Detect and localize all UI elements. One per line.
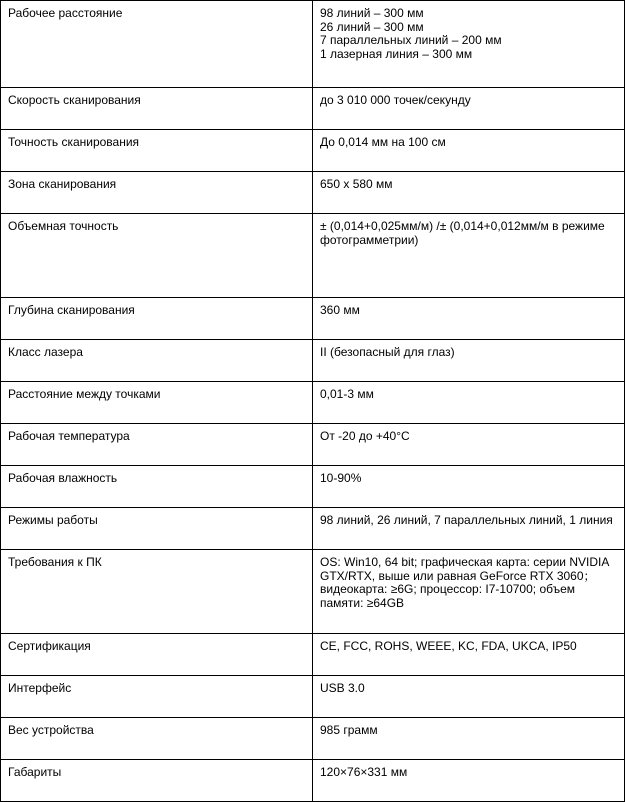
spec-label: Рабочая влажность bbox=[1, 466, 313, 508]
spec-value: 10-90% bbox=[313, 466, 625, 508]
table-row bbox=[1, 676, 625, 718]
spec-label: Зона сканирования bbox=[1, 172, 313, 214]
table-row bbox=[1, 508, 625, 550]
table-row bbox=[1, 172, 625, 214]
spec-label: Класс лазера bbox=[1, 340, 313, 382]
table-row bbox=[1, 424, 625, 466]
spec-value: От -20 до +40°C bbox=[313, 424, 625, 466]
table-row bbox=[1, 466, 625, 508]
spec-value: До 0,014 мм на 100 см bbox=[313, 130, 625, 172]
spec-value: 360 мм bbox=[313, 298, 625, 340]
spec-label: Скорость сканирования bbox=[1, 88, 313, 130]
table-row bbox=[1, 298, 625, 340]
spec-label: Режимы работы bbox=[1, 508, 313, 550]
spec-label: Габариты bbox=[1, 760, 313, 802]
table-row bbox=[1, 718, 625, 760]
spec-value: CE, FCC, ROHS, WEEE, KC, FDA, UKCA, IP50 bbox=[313, 634, 625, 676]
spec-value: OS: Win10, 64 bit; графическая карта: серии NVIDIA GTX/RTX, выше или равная GeForce RTX 3060；видеокарта: ≥6G; процессор: I7-10700; объем памяти: ≥64GB bbox=[313, 550, 625, 634]
spec-label: Рабочая температура bbox=[1, 424, 313, 466]
spec-value: до 3 010 000 точек/секунду bbox=[313, 88, 625, 130]
spec-value: II (безопасный для глаз) bbox=[313, 340, 625, 382]
table-row bbox=[1, 340, 625, 382]
table-row bbox=[1, 382, 625, 424]
table-row bbox=[1, 634, 625, 676]
spec-label: Расстояние между точками bbox=[1, 382, 313, 424]
spec-value: 98 линий, 26 линий, 7 параллельных линий, 1 линия bbox=[313, 508, 625, 550]
spec-label: Сертификация bbox=[1, 634, 313, 676]
spec-value: 98 линий – 300 мм 26 линий – 300 мм 7 параллельных линий – 200 мм 1 лазерная линия – 300 мм bbox=[313, 1, 625, 88]
table-row bbox=[1, 1, 625, 88]
table-row bbox=[1, 760, 625, 802]
spec-label: Рабочее расстояние bbox=[1, 1, 313, 88]
spec-value: 0,01-3 мм bbox=[313, 382, 625, 424]
spec-label: Глубина сканирования bbox=[1, 298, 313, 340]
spec-value: 120×76×331 мм bbox=[313, 760, 625, 802]
spec-label: Точность сканирования bbox=[1, 130, 313, 172]
spec-label: Интерфейс bbox=[1, 676, 313, 718]
spec-value: USB 3.0 bbox=[313, 676, 625, 718]
spec-label: Объемная точность bbox=[1, 214, 313, 298]
spec-value: 650 х 580 мм bbox=[313, 172, 625, 214]
spec-label: Вес устройства bbox=[1, 718, 313, 760]
table-row bbox=[1, 130, 625, 172]
spec-value: ± (0,014+0,025мм/м) /± (0,014+0,012мм/м в режиме фотограмметрии) bbox=[313, 214, 625, 298]
spec-label: Требования к ПК bbox=[1, 550, 313, 634]
table-row bbox=[1, 550, 625, 634]
table-row bbox=[1, 88, 625, 130]
table-row bbox=[1, 214, 625, 298]
spec-value: 985 грамм bbox=[313, 718, 625, 760]
